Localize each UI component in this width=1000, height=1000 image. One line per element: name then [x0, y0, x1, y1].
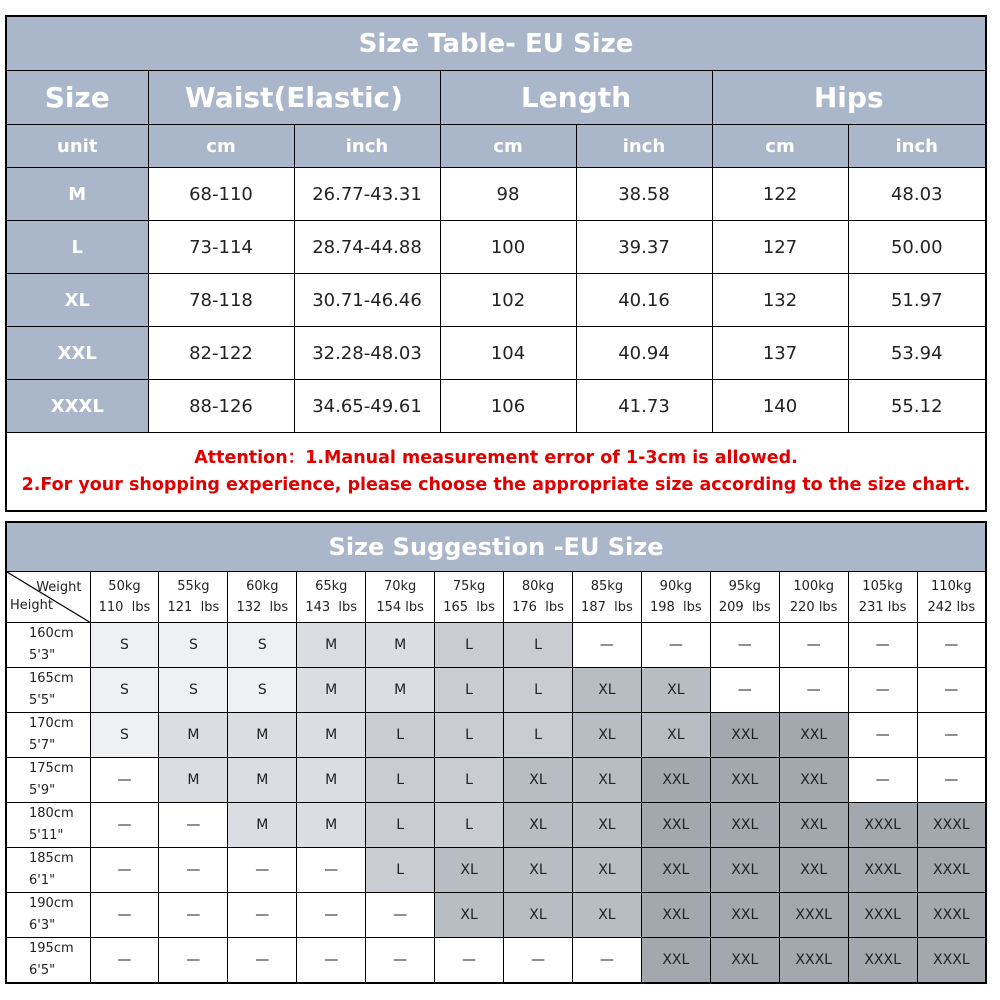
- suggested-size-cell: M: [366, 668, 435, 713]
- suggested-size-cell: S: [90, 713, 159, 758]
- weight-kg: 110kg: [931, 579, 972, 594]
- size-row: [6, 168, 986, 221]
- suggested-size-cell: —: [848, 713, 917, 758]
- height-row: [6, 893, 986, 938]
- weight-header: [90, 572, 159, 623]
- unit-hips-cm: cm: [712, 125, 848, 168]
- measurement-cell: 78-118: [148, 274, 294, 327]
- height-cm: 190cm: [29, 896, 74, 911]
- height-cm: 185cm: [29, 851, 74, 866]
- height-cm: 175cm: [29, 761, 74, 776]
- suggested-size-cell: —: [917, 668, 986, 713]
- suggested-size-cell: M: [228, 758, 297, 803]
- weight-lbs: 242 lbs: [927, 600, 976, 615]
- size-label: XXXL: [6, 380, 148, 433]
- height-header: [6, 803, 90, 848]
- suggested-size-cell: S: [159, 668, 228, 713]
- height-cm: 180cm: [29, 806, 74, 821]
- suggested-size-cell: L: [366, 848, 435, 893]
- weight-kg: 65kg: [315, 579, 348, 594]
- weight-header: [641, 572, 710, 623]
- suggested-size-cell: XXL: [710, 893, 779, 938]
- suggested-size-cell: —: [228, 893, 297, 938]
- weight-header: [572, 572, 641, 623]
- weight-header: [435, 572, 504, 623]
- suggested-size-cell: M: [228, 713, 297, 758]
- height-header: [6, 623, 90, 668]
- suggested-size-cell: —: [90, 803, 159, 848]
- suggested-size-cell: —: [228, 938, 297, 984]
- suggested-size-cell: S: [90, 623, 159, 668]
- suggested-size-cell: M: [159, 758, 228, 803]
- suggested-size-cell: S: [228, 623, 297, 668]
- length-header: Length: [440, 71, 712, 125]
- measurement-cell: 40.16: [576, 274, 712, 327]
- measurement-cell: 39.37: [576, 221, 712, 274]
- weight-lbs: 209 lbs: [718, 600, 771, 615]
- weight-kg: 60kg: [246, 579, 279, 594]
- height-row: [6, 713, 986, 758]
- height-header: [6, 848, 90, 893]
- measurement-cell: 98: [440, 168, 576, 221]
- suggested-size-cell: —: [504, 938, 573, 984]
- hips-header: Hips: [712, 71, 986, 125]
- suggested-size-cell: M: [366, 623, 435, 668]
- measurement-cell: 51.97: [848, 274, 986, 327]
- suggested-size-cell: XL: [572, 893, 641, 938]
- suggested-size-cell: XXL: [779, 713, 848, 758]
- unit-label: unit: [6, 125, 148, 168]
- unit-waist-cm: cm: [148, 125, 294, 168]
- height-row: [6, 668, 986, 713]
- suggested-size-cell: —: [779, 623, 848, 668]
- weight-lbs: 154 lbs: [376, 600, 424, 615]
- measurement-cell: 38.58: [576, 168, 712, 221]
- weight-header: [228, 572, 297, 623]
- height-row: [6, 848, 986, 893]
- height-ft: 5'9": [29, 783, 56, 798]
- suggested-size-cell: XXXL: [917, 938, 986, 984]
- suggested-size-cell: XXL: [710, 758, 779, 803]
- size-label: XXL: [6, 327, 148, 380]
- weight-kg: 55kg: [177, 579, 210, 594]
- weight-header: [366, 572, 435, 623]
- suggested-size-cell: —: [641, 623, 710, 668]
- suggested-size-cell: —: [159, 803, 228, 848]
- size-label: XL: [6, 274, 148, 327]
- suggested-size-cell: —: [710, 623, 779, 668]
- weight-header: [710, 572, 779, 623]
- suggested-size-cell: XL: [572, 758, 641, 803]
- size-label: M: [6, 168, 148, 221]
- unit-waist-inch: inch: [294, 125, 440, 168]
- suggested-size-cell: S: [90, 668, 159, 713]
- suggested-size-cell: M: [297, 623, 366, 668]
- suggested-size-cell: XXXL: [779, 938, 848, 984]
- suggested-size-cell: L: [435, 623, 504, 668]
- attention-note: [6, 433, 986, 512]
- measurement-cell: 140: [712, 380, 848, 433]
- size-row: [6, 327, 986, 380]
- suggested-size-cell: —: [90, 893, 159, 938]
- suggested-size-cell: M: [228, 803, 297, 848]
- suggested-size-cell: XXL: [641, 938, 710, 984]
- measurement-cell: 127: [712, 221, 848, 274]
- size-table: [5, 15, 987, 512]
- suggested-size-cell: L: [504, 668, 573, 713]
- measurement-cell: 102: [440, 274, 576, 327]
- weight-kg: 105kg: [862, 579, 903, 594]
- measurement-cell: 34.65-49.61: [294, 380, 440, 433]
- suggested-size-cell: —: [917, 758, 986, 803]
- suggested-size-cell: L: [435, 668, 504, 713]
- size-row: [6, 274, 986, 327]
- suggested-size-cell: L: [366, 758, 435, 803]
- measurement-cell: 50.00: [848, 221, 986, 274]
- suggested-size-cell: —: [90, 938, 159, 984]
- suggested-size-cell: —: [297, 938, 366, 984]
- suggested-size-cell: L: [435, 758, 504, 803]
- suggestion-title: Size Suggestion -EU Size: [6, 522, 986, 572]
- weight-kg: 100kg: [793, 579, 834, 594]
- weight-lbs: 231 lbs: [858, 600, 907, 615]
- suggested-size-cell: XL: [504, 893, 573, 938]
- waist-header: Waist(Elastic): [148, 71, 440, 125]
- height-ft: 5'3": [29, 648, 56, 663]
- unit-length-inch: inch: [576, 125, 712, 168]
- measurement-cell: 32.28-48.03: [294, 327, 440, 380]
- weight-height-corner: [6, 572, 90, 623]
- suggested-size-cell: XXXL: [848, 938, 917, 984]
- suggested-size-cell: —: [159, 938, 228, 984]
- suggested-size-cell: XL: [435, 893, 504, 938]
- suggested-size-cell: S: [228, 668, 297, 713]
- measurement-cell: 122: [712, 168, 848, 221]
- weight-header: [297, 572, 366, 623]
- height-ft: 5'5": [29, 693, 56, 708]
- weight-lbs: 132 lbs: [236, 600, 289, 615]
- unit-hips-inch: inch: [848, 125, 986, 168]
- weight-header: [779, 572, 848, 623]
- height-ft: 6'3": [29, 918, 56, 933]
- suggested-size-cell: XL: [504, 803, 573, 848]
- suggested-size-cell: XXXL: [848, 803, 917, 848]
- suggested-size-cell: XXL: [710, 803, 779, 848]
- height-row: [6, 758, 986, 803]
- height-cm: 170cm: [29, 716, 74, 731]
- suggested-size-cell: —: [159, 848, 228, 893]
- weight-lbs: 165 lbs: [443, 600, 495, 615]
- height-ft: 5'7": [29, 738, 56, 753]
- weight-header: [159, 572, 228, 623]
- height-cm: 160cm: [29, 626, 74, 641]
- size-header: Size: [6, 71, 148, 125]
- note-line-1: Attention：1.Manual measurement error of 1-3cm is allowed.: [194, 447, 798, 468]
- suggested-size-cell: XXL: [641, 758, 710, 803]
- weight-lbs: 121 lbs: [167, 600, 220, 615]
- note-line-2: 2.For your shopping experience, please choose the appropriate size according to the size chart.: [21, 474, 971, 495]
- suggested-size-cell: XXXL: [917, 893, 986, 938]
- corner-height-label: Height: [10, 598, 53, 613]
- measurement-cell: 73-114: [148, 221, 294, 274]
- measurement-cell: 88-126: [148, 380, 294, 433]
- measurement-cell: 53.94: [848, 327, 986, 380]
- corner-weight-label: Weight: [36, 580, 82, 595]
- suggested-size-cell: L: [504, 623, 573, 668]
- measurement-cell: 48.03: [848, 168, 986, 221]
- weight-lbs: 220 lbs: [789, 600, 838, 615]
- suggested-size-cell: XL: [572, 713, 641, 758]
- suggested-size-cell: L: [504, 713, 573, 758]
- measurement-cell: 30.71-46.46: [294, 274, 440, 327]
- suggested-size-cell: M: [297, 803, 366, 848]
- suggested-size-cell: —: [159, 893, 228, 938]
- height-header: [6, 713, 90, 758]
- size-row: [6, 221, 986, 274]
- suggested-size-cell: —: [572, 938, 641, 984]
- height-row: [6, 623, 986, 668]
- suggested-size-cell: XXXL: [917, 803, 986, 848]
- measurement-cell: 26.77-43.31: [294, 168, 440, 221]
- suggested-size-cell: M: [297, 713, 366, 758]
- suggested-size-cell: XXL: [641, 848, 710, 893]
- height-ft: 6'1": [29, 873, 56, 888]
- suggested-size-cell: —: [917, 713, 986, 758]
- suggested-size-cell: XL: [641, 713, 710, 758]
- suggested-size-cell: M: [159, 713, 228, 758]
- height-ft: 6'5": [29, 963, 56, 978]
- weight-lbs: 187 lbs: [581, 600, 633, 615]
- weight-kg: 95kg: [728, 579, 761, 594]
- suggested-size-cell: XXL: [641, 893, 710, 938]
- weight-kg: 50kg: [108, 579, 141, 594]
- suggested-size-cell: XXL: [779, 758, 848, 803]
- suggested-size-cell: —: [297, 893, 366, 938]
- size-suggestion-table: [5, 521, 987, 984]
- suggested-size-cell: —: [297, 848, 366, 893]
- suggested-size-cell: XXXL: [848, 848, 917, 893]
- suggested-size-cell: —: [435, 938, 504, 984]
- suggested-size-cell: —: [366, 893, 435, 938]
- suggested-size-cell: —: [228, 848, 297, 893]
- measurement-cell: 104: [440, 327, 576, 380]
- height-cm: 195cm: [29, 941, 74, 956]
- measurement-cell: 132: [712, 274, 848, 327]
- suggested-size-cell: —: [848, 623, 917, 668]
- weight-header: [504, 572, 573, 623]
- suggested-size-cell: —: [848, 758, 917, 803]
- suggested-size-cell: L: [366, 803, 435, 848]
- suggested-size-cell: XXL: [710, 848, 779, 893]
- size-table-title: Size Table- EU Size: [6, 16, 986, 71]
- weight-header-row: [6, 572, 986, 623]
- suggested-size-cell: XXXL: [848, 893, 917, 938]
- height-cm: 165cm: [29, 671, 74, 686]
- measurement-cell: 137: [712, 327, 848, 380]
- weight-kg: 70kg: [383, 579, 417, 594]
- suggested-size-cell: XXL: [779, 803, 848, 848]
- suggested-size-cell: XXL: [710, 713, 779, 758]
- weight-kg: 80kg: [521, 579, 555, 594]
- height-header: [6, 668, 90, 713]
- weight-lbs: 198 lbs: [649, 600, 702, 615]
- measurement-cell: 106: [440, 380, 576, 433]
- height-ft: 5'11": [29, 828, 64, 843]
- height-header: [6, 938, 90, 984]
- measurement-cell: 100: [440, 221, 576, 274]
- suggested-size-cell: XXXL: [779, 893, 848, 938]
- suggested-size-cell: XL: [641, 668, 710, 713]
- suggested-size-cell: L: [435, 713, 504, 758]
- suggested-size-cell: —: [710, 668, 779, 713]
- suggested-size-cell: XL: [435, 848, 504, 893]
- suggested-size-cell: XL: [572, 848, 641, 893]
- weight-lbs: 110 lbs: [98, 600, 151, 615]
- size-row: [6, 380, 986, 433]
- height-row: [6, 803, 986, 848]
- measurement-cell: 41.73: [576, 380, 712, 433]
- measurement-cell: 55.12: [848, 380, 986, 433]
- weight-kg: 75kg: [452, 579, 486, 594]
- unit-length-cm: cm: [440, 125, 576, 168]
- suggested-size-cell: —: [848, 668, 917, 713]
- suggested-size-cell: XXL: [779, 848, 848, 893]
- measurement-cell: 68-110: [148, 168, 294, 221]
- weight-header: [848, 572, 917, 623]
- height-row: [6, 938, 986, 984]
- size-label: L: [6, 221, 148, 274]
- weight-lbs: 143 lbs: [305, 600, 358, 615]
- suggested-size-cell: XL: [572, 803, 641, 848]
- suggested-size-cell: M: [297, 758, 366, 803]
- measurement-cell: 40.94: [576, 327, 712, 380]
- measurement-cell: 82-122: [148, 327, 294, 380]
- suggested-size-cell: M: [297, 668, 366, 713]
- suggested-size-cell: XXL: [710, 938, 779, 984]
- weight-lbs: 176 lbs: [512, 600, 564, 615]
- weight-header: [917, 572, 986, 623]
- suggested-size-cell: —: [572, 623, 641, 668]
- suggested-size-cell: XXXL: [917, 848, 986, 893]
- suggested-size-cell: —: [90, 758, 159, 803]
- suggested-size-cell: —: [90, 848, 159, 893]
- suggested-size-cell: —: [917, 623, 986, 668]
- suggested-size-cell: S: [159, 623, 228, 668]
- height-header: [6, 758, 90, 803]
- suggested-size-cell: XL: [504, 848, 573, 893]
- suggested-size-cell: —: [366, 938, 435, 984]
- suggested-size-cell: —: [779, 668, 848, 713]
- weight-kg: 85kg: [590, 579, 624, 594]
- suggested-size-cell: L: [435, 803, 504, 848]
- measurement-cell: 28.74-44.88: [294, 221, 440, 274]
- suggested-size-cell: XL: [572, 668, 641, 713]
- weight-kg: 90kg: [659, 579, 692, 594]
- unit-row: [6, 125, 986, 168]
- suggested-size-cell: XXL: [641, 803, 710, 848]
- height-header: [6, 893, 90, 938]
- suggested-size-cell: L: [366, 713, 435, 758]
- suggested-size-cell: XL: [504, 758, 573, 803]
